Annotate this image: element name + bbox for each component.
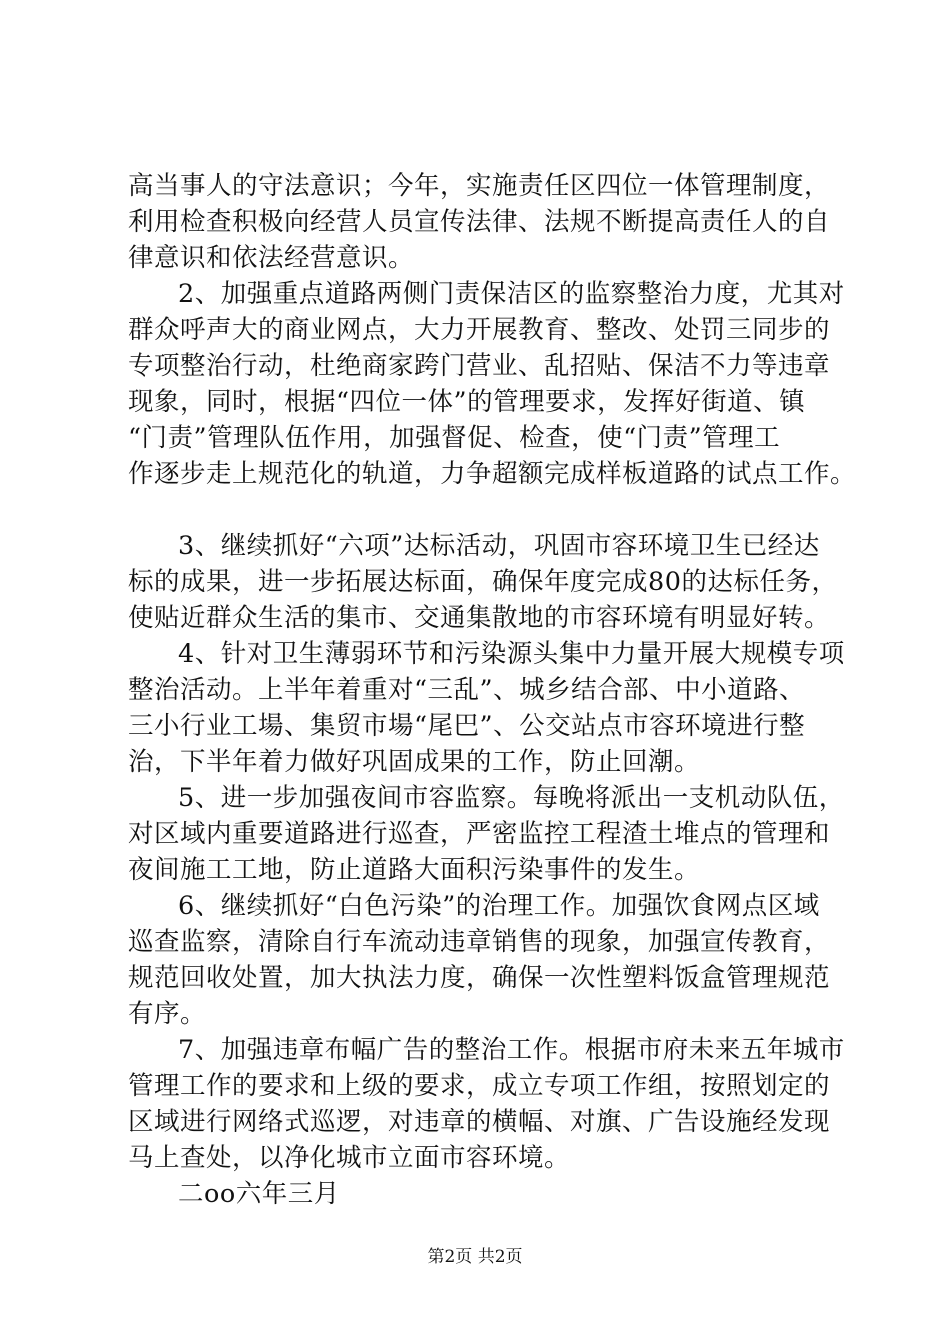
- document-date: [128, 1176, 848, 1212]
- text-line: 2、加强重点道路两侧门责保洁区的监察整治力度，尤其对: [178, 279, 845, 309]
- text-line: 规范回收处置，加大执法力度，确保一次性塑料饭盒管理规范: [128, 963, 831, 993]
- text-line: 夜间施工工地，防止道路大面积污染事件的发生。: [128, 855, 701, 885]
- text-line: 专项整治行动，杜绝商家跨门营业、乱招贴、保洁不力等违章: [128, 351, 831, 381]
- paragraph-continuation: [128, 168, 848, 276]
- text-line: 4、针对卫生薄弱环节和污染源头集中力量开展大规模专项: [178, 639, 845, 669]
- text-line: 区域进行网络式巡逻，对违章的横幅、对旗、广告设施经发现: [128, 1107, 831, 1137]
- text-line: 5、进一步加强夜间市容监察。每晚将派出一支机动队伍，: [178, 783, 845, 813]
- text-line: “门责”管理队伍作用，加强督促、检查，使“门责”管理工: [128, 423, 781, 453]
- paragraph-item-5: [128, 780, 848, 888]
- text-line: 利用检查积极向经营人员宣传法律、法规不断提高责任人的自: [128, 207, 831, 237]
- text-line: 作逐步走上规范化的轨道，力争超额完成样板道路的试点工作。: [128, 459, 857, 489]
- paragraph-spacer: [128, 492, 848, 528]
- text-line: 二oo六年三月: [178, 1179, 340, 1209]
- text-line: 管理工作的要求和上级的要求，成立专项工作组，按照划定的: [128, 1071, 831, 1101]
- text-line: 7、加强违章布幅广告的整治工作。根据市府未来五年城市: [178, 1035, 845, 1065]
- page-footer: 第2页 共2页: [427, 1247, 523, 1267]
- paragraph-item-7: [128, 1032, 848, 1176]
- paragraph-item-6: [128, 888, 848, 1032]
- paragraph-item-4: [128, 636, 848, 780]
- paragraph-item-2: [128, 276, 857, 492]
- text-line: 使贴近群众生活的集市、交通集散地的市容环境有明显好转。: [128, 603, 831, 633]
- text-line: 巡查监察，清除自行车流动违章销售的现象，加强宣传教育，: [128, 927, 831, 957]
- text-line: 高当事人的守法意识；今年，实施责任区四位一体管理制度，: [128, 171, 831, 201]
- text-line: 6、继续抓好“白色污染”的治理工作。加强饮食网点区域: [178, 891, 820, 921]
- text-line: 律意识和依法经营意识。: [128, 243, 415, 273]
- document-body: [128, 168, 857, 1212]
- text-line: 标的成果，进一步拓展达标面，确保年度完成80的达标任务，: [128, 567, 838, 597]
- text-line: 整治活动。上半年着重对“三乱”、城乡结合部、中小道路、: [128, 675, 806, 705]
- text-line: 三小行业工場、集贸市場“尾巴”、公交站点市容环境进行整: [128, 711, 806, 741]
- text-line: 对区域内重要道路进行巡查，严密监控工程渣土堆点的管理和: [128, 819, 831, 849]
- text-line: 有序。: [128, 999, 207, 1029]
- text-line: 群众呼声大的商业网点，大力开展教育、整改、处罚三同步的: [128, 315, 831, 345]
- text-line: 马上查处，以净化城市立面市容环境。: [128, 1143, 571, 1173]
- paragraph-item-3: [128, 528, 848, 636]
- text-line: 3、继续抓好“六项”达标活动，巩固市容环境卫生已经达: [178, 531, 820, 561]
- text-line: 治，下半年着力做好巩固成果的工作，防止回潮。: [128, 747, 701, 777]
- text-line: 现象，同时，根据“四位一体”的管理要求，发挥好街道、镇: [128, 387, 806, 417]
